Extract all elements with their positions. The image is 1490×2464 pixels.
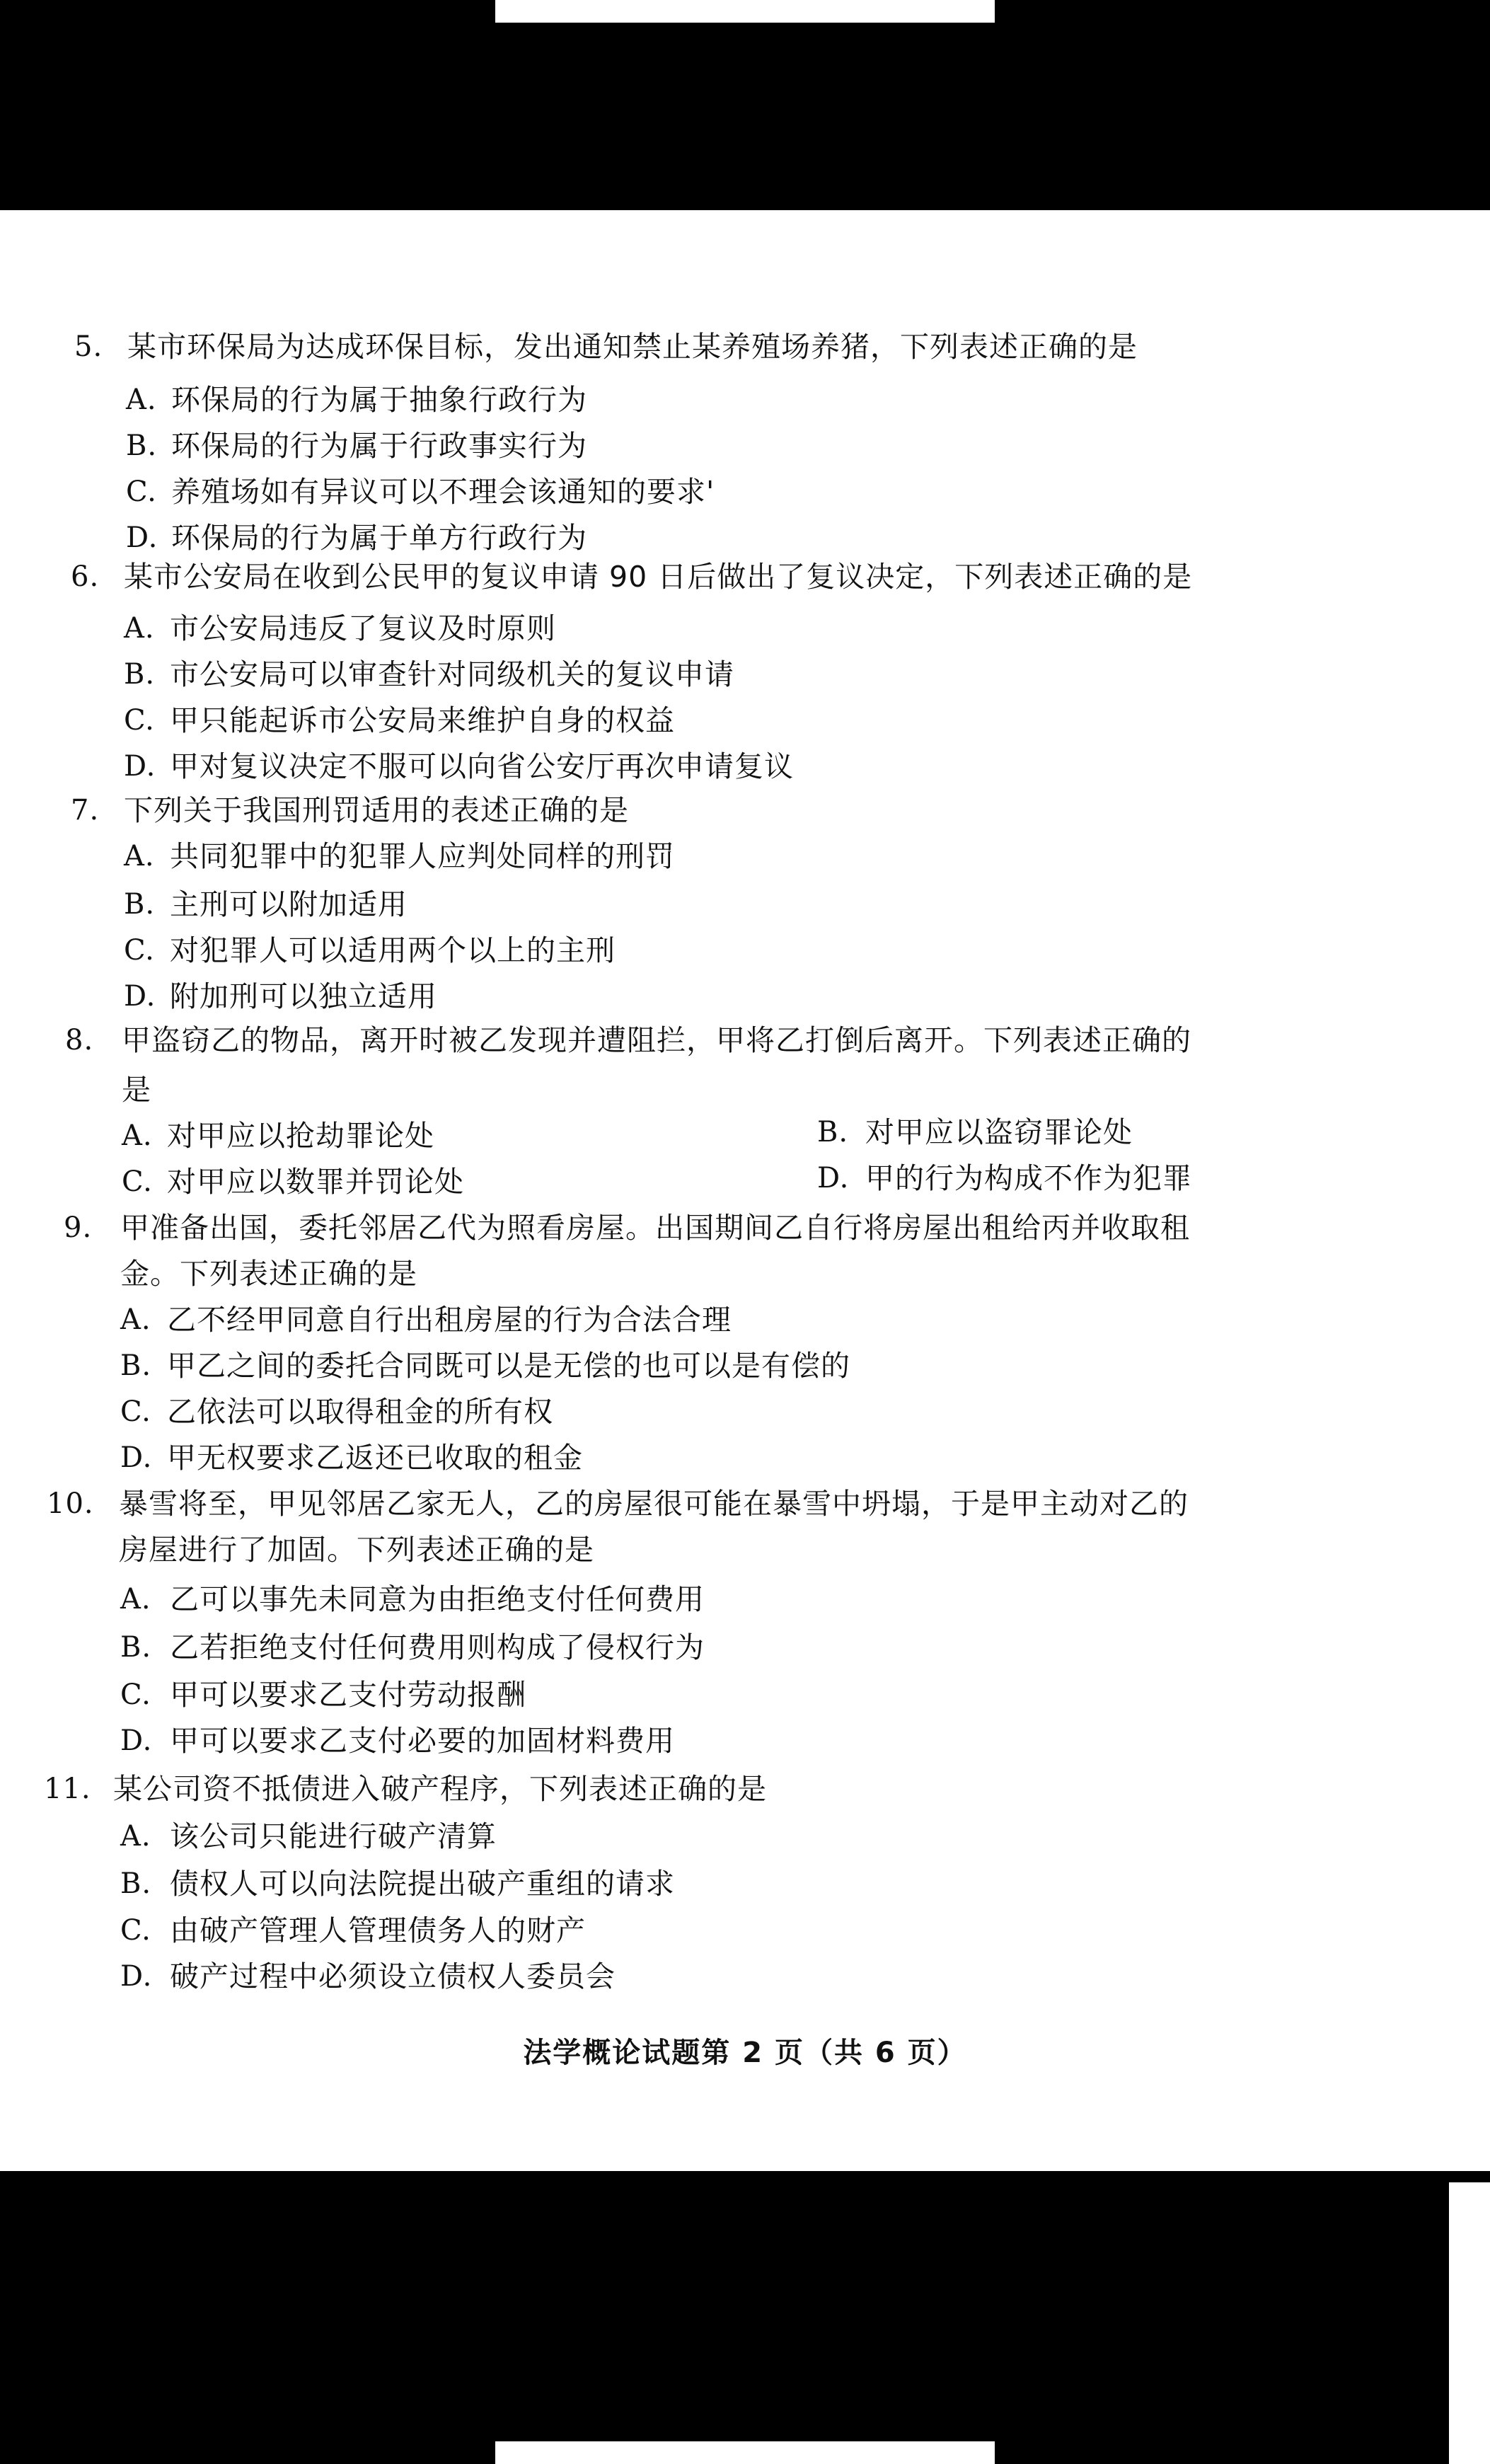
question-stem: 甲准备出国，委托邻居乙代为照看房屋。出国期间乙自行将房屋出租给丙并收取租: [120, 1211, 1190, 1245]
page-footer: 法学概论试题第 2 页（共 6 页）: [523, 2037, 967, 2069]
bottom-black-band: [0, 2171, 1490, 2464]
question-stem-continued: 金。下列表述正确的是: [120, 1257, 417, 1291]
option-text: 市公安局可以审查针对同级机关的复议申请: [170, 657, 734, 691]
option-letter: D.: [124, 980, 156, 1013]
option-letter: B.: [126, 430, 158, 462]
option-letter: C.: [124, 704, 155, 737]
option-letter: C.: [120, 1679, 151, 1711]
option-letter: D.: [817, 1162, 850, 1194]
option-letter: D.: [126, 522, 158, 554]
option-letter: D.: [120, 1441, 153, 1474]
question-number: 6.: [71, 560, 100, 593]
option-text: 对甲应以抢劫罪论处: [167, 1119, 434, 1153]
option-letter: B.: [124, 888, 156, 921]
top-white-tab: [495, 0, 995, 23]
option-letter: C.: [124, 934, 155, 967]
option-text: 甲乙之间的委托合同既可以是无偿的也可以是有偿的: [167, 1349, 850, 1383]
option-text: 甲可以要求乙支付必要的加固材料费用: [170, 1724, 675, 1758]
option-letter: B.: [817, 1116, 849, 1148]
option-letter: A.: [126, 384, 157, 416]
bottom-white-tab: [495, 2441, 995, 2464]
option-letter: B.: [120, 1631, 152, 1664]
option-text: 甲可以要求乙支付劳动报酬: [170, 1678, 526, 1712]
option-letter: B.: [120, 1349, 152, 1382]
option-letter: A.: [120, 1820, 151, 1853]
option-letter: B.: [124, 658, 156, 691]
option-letter: C.: [122, 1165, 153, 1198]
question-stem: 某市公安局在收到公民甲的复议申请 90 日后做出了复议决定，下列表述正确的是: [124, 560, 1193, 594]
option-letter: C.: [120, 1395, 151, 1428]
question-number: 5.: [74, 330, 103, 363]
question-stem-continued: 房屋进行了加固。下列表述正确的是: [119, 1533, 594, 1567]
option-text: 乙依法可以取得租金的所有权: [167, 1395, 553, 1429]
option-text: 甲的行为构成不作为犯罪: [865, 1161, 1192, 1195]
option-text: 养殖场如有异议可以不理会该通知的要求': [171, 475, 715, 509]
option-text: 附加刑可以独立适用: [170, 979, 437, 1013]
option-text: 环保局的行为属于抽象行政行为: [171, 383, 587, 417]
option-text: 乙若拒绝支付任何费用则构成了侵权行为: [170, 1630, 705, 1664]
option-text: 甲只能起诉市公安局来维护自身的权益: [170, 703, 675, 737]
option-letter: C.: [120, 1914, 151, 1947]
option-letter: A.: [122, 1119, 153, 1152]
question-stem: 甲盗窃乙的物品，离开时被乙发现并遭阻拦，甲将乙打倒后离开。下列表述正确的: [122, 1023, 1191, 1057]
option-text: 破产过程中必须设立债权人委员会: [170, 1959, 616, 1993]
option-letter: D.: [120, 1960, 153, 1993]
option-text: 共同犯罪中的犯罪人应判处同样的刑罚: [170, 839, 675, 873]
option-text: 市公安局违反了复议及时原则: [170, 611, 556, 645]
option-letter: A.: [120, 1303, 151, 1336]
option-text: 对甲应以数罪并罚论处: [167, 1165, 464, 1199]
option-text: 主刑可以附加适用: [170, 887, 408, 921]
question-stem-continued: 是: [122, 1073, 151, 1107]
option-letter: A.: [124, 840, 155, 873]
question-number: 7.: [71, 794, 100, 827]
option-letter: B.: [120, 1867, 152, 1900]
option-text: 环保局的行为属于行政事实行为: [171, 429, 587, 463]
option-text: 乙可以事先未同意为由拒绝支付任何费用: [170, 1582, 705, 1616]
question-number: 11.: [44, 1773, 91, 1805]
question-number: 10.: [47, 1487, 94, 1520]
option-letter: D.: [120, 1725, 153, 1757]
option-text: 该公司只能进行破产清算: [170, 1819, 497, 1853]
option-letter: D.: [124, 750, 156, 783]
right-white-strip: [1449, 2182, 1490, 2464]
option-text: 由破产管理人管理债务人的财产: [170, 1913, 586, 1947]
option-text: 债权人可以向法院提出破产重组的请求: [170, 1867, 675, 1901]
option-text: 甲对复议决定不服可以向省公安厅再次申请复议: [170, 749, 794, 783]
option-text: 对犯罪人可以适用两个以上的主刑: [170, 933, 616, 967]
option-letter: A.: [124, 612, 155, 645]
exam-page: [0, 210, 1490, 2171]
question-stem: 暴雪将至，甲见邻居乙家无人，乙的房屋很可能在暴雪中坍塌，于是甲主动对乙的: [119, 1487, 1189, 1521]
question-number: 9.: [64, 1211, 93, 1244]
question-stem: 某市环保局为达成环保目标，发出通知禁止某养殖场养猪，下列表述正确的是: [127, 330, 1138, 364]
option-text: 对甲应以盗窃罪论处: [865, 1115, 1133, 1149]
option-letter: C.: [126, 476, 157, 508]
option-text: 乙不经甲同意自行出租房屋的行为合法合理: [167, 1303, 732, 1337]
question-stem: 下列关于我国刑罚适用的表述正确的是: [124, 793, 629, 827]
top-black-band: [0, 0, 1490, 210]
question-number: 8.: [65, 1024, 94, 1057]
option-letter: A.: [120, 1583, 151, 1616]
option-text: 环保局的行为属于单方行政行为: [171, 521, 587, 555]
option-text: 甲无权要求乙返还已收取的租金: [167, 1441, 583, 1475]
question-stem: 某公司资不抵债进入破产程序，下列表述正确的是: [113, 1772, 767, 1806]
